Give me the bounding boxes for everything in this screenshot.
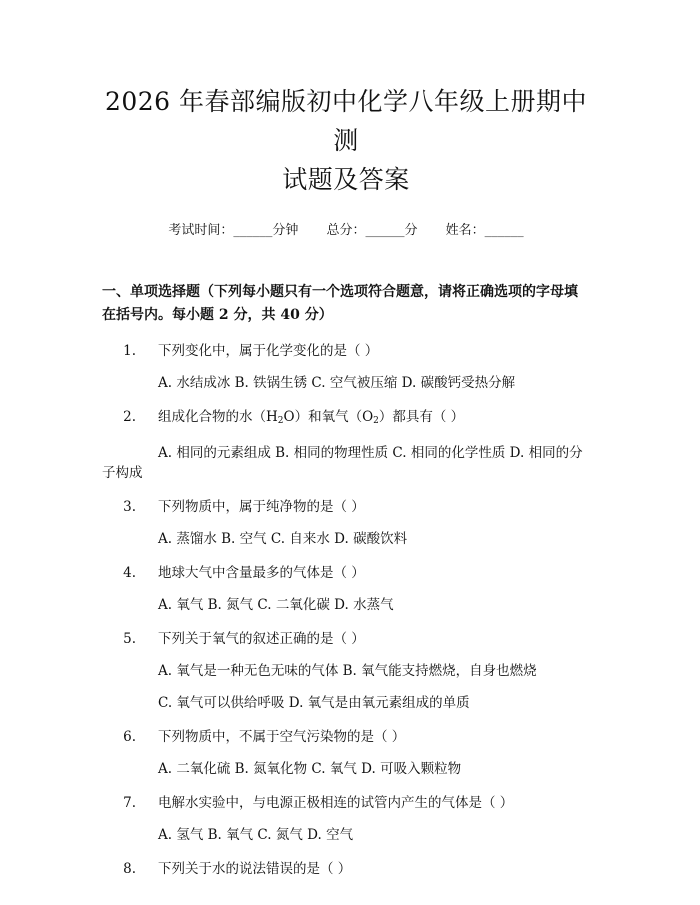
question-7	[102, 793, 590, 845]
question-options: C. 氧气可以供给呼吸 D. 氧气是由氧元素组成的单质	[158, 695, 470, 711]
question-1	[102, 341, 590, 393]
question-number: 1.	[123, 343, 136, 359]
question-options: A. 蒸馏水 B. 空气 C. 自来水 D. 碳酸饮料	[158, 531, 408, 547]
name-field: 姓名：______	[445, 223, 524, 238]
section-heading: 一、单项选择题（下列每小题只有一个选项符合题意，请将正确选项的字母填在括号内。每小题 2 分，共 40 分）	[102, 284, 578, 323]
question-stem: 地球大气中含量最多的气体是（ ）	[158, 565, 365, 581]
question-6	[102, 727, 590, 779]
question-stem: 下列关于水的说法错误的是（ ）	[158, 861, 352, 877]
question-options: A. 水结成冰 B. 铁锅生锈 C. 空气被压缩 D. 碳酸钙受热分解	[158, 375, 516, 391]
question-number: 2.	[123, 409, 136, 425]
title-line-1: 2026 年春部编版初中化学八年级上册期中测	[104, 87, 588, 155]
question-options: A. 氧气 B. 氮气 C. 二氧化碳 D. 水蒸气	[158, 597, 394, 613]
question-number: 6.	[123, 729, 136, 745]
question-number: 8.	[123, 861, 136, 877]
question-number: 5.	[123, 631, 136, 647]
total-score-field: 总分：______分	[326, 223, 418, 238]
question-stem: 电解水实验中，与电源正极相连的试管内产生的气体是（ ）	[158, 795, 514, 811]
document-title	[102, 0, 590, 199]
question-4	[102, 563, 590, 615]
question-options: A. 二氧化硫 B. 氮氧化物 C. 氧气 D. 可吸入颗粒物	[158, 761, 462, 777]
question-number: 4.	[123, 565, 136, 581]
title-line-2: 试题及答案	[282, 165, 410, 194]
question-options: A. 氢气 B. 氧气 C. 氮气 D. 空气	[158, 827, 354, 843]
question-stem: 组成化合物的水$(H_2O)$和氧气$(O_2)$都具有（ ）	[158, 409, 465, 426]
question-stem: 下列物质中，不属于空气污染物的是（ ）	[158, 729, 406, 745]
question-options: A. 相同的元素组成 B. 相同的物理性质 C. 相同的化学性质 D. 相同的分子构成	[102, 445, 583, 481]
question-stem: 下列关于氧气的叙述正确的是（ ）	[158, 631, 365, 647]
question-stem: 下列变化中，属于化学变化的是（ ）	[158, 343, 379, 359]
question-3	[102, 497, 590, 549]
question-2	[102, 407, 590, 483]
question-number: 3.	[123, 499, 136, 515]
question-number: 7.	[123, 795, 136, 811]
question-options: A. 氧气是一种无色无味的气体 B. 氧气能支持燃烧，自身也燃烧	[158, 663, 537, 679]
question-5	[102, 629, 590, 713]
question-stem: 下列物质中，属于纯净物的是（ ）	[158, 499, 365, 515]
question-8	[102, 859, 590, 879]
exam-time-field: 考试时间：______分钟	[168, 223, 299, 238]
exam-info-line	[102, 221, 590, 241]
